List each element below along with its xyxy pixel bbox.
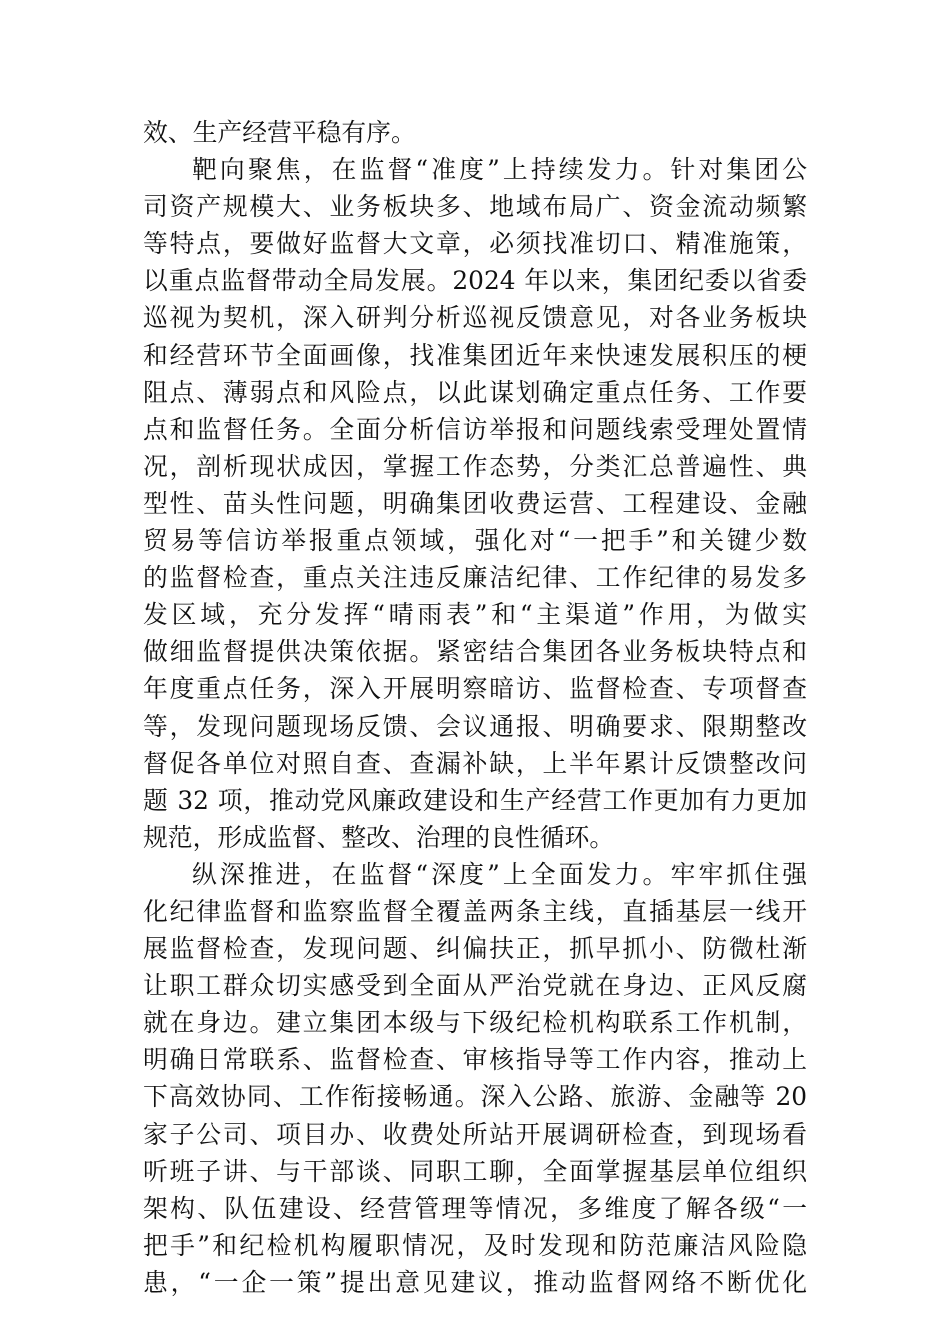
text-line: 巡视为契机，深入研判分析巡视反馈意见，对各业务板块 bbox=[143, 303, 807, 333]
text-line: 患，“一企一策”提出意见建议，推动监督网络不断优化 bbox=[143, 1267, 807, 1297]
document-body bbox=[143, 114, 807, 1301]
text-line: 规范，形成监督、整改、治理的良性循环。 bbox=[143, 822, 615, 852]
text-line: 做细监督提供决策依据。紧密结合集团各业务板块特点和 bbox=[143, 637, 807, 667]
paragraph-continuation bbox=[143, 114, 807, 151]
text-line: 听班子讲、与干部谈、同职工聊，全面掌握基层单位组织 bbox=[143, 1156, 807, 1186]
text-line: 和经营环节全面画像，找准集团近年来快速发展积压的梗 bbox=[143, 340, 807, 370]
text-line: 题 32 项，推动党风廉政建设和生产经营工作更加有力更加 bbox=[143, 785, 807, 815]
text-line: 就在身边。建立集团本级与下级纪检机构联系工作机制， bbox=[143, 1008, 807, 1038]
text-line: 年度重点任务，深入开展明察暗访、监督检查、专项督查 bbox=[143, 674, 807, 704]
text-line: 等，发现问题现场反馈、会议通报、明确要求、限期整改 bbox=[143, 711, 807, 741]
text-line: 家子公司、项目办、收费处所站开展调研检查，到现场看 bbox=[143, 1119, 807, 1149]
text-line: 点和监督任务。全面分析信访举报和问题线索受理处置情 bbox=[143, 414, 807, 444]
text-line: 靶向聚焦，在监督“准度”上持续发力。针对集团公 bbox=[192, 155, 807, 185]
text-line: 架构、队伍建设、经营管理等情况，多维度了解各级“一 bbox=[143, 1193, 807, 1223]
text-line: 让职工群众切实感受到全面从严治党就在身边、正风反腐 bbox=[143, 971, 807, 1001]
text-line: 贸易等信访举报重点领域，强化对“一把手”和关键少数 bbox=[143, 526, 807, 556]
text-line: 司资产规模大、业务板块多、地域布局广、资金流动频繁 bbox=[143, 192, 807, 222]
text-line: 展监督检查，发现问题、纠偏扶正，抓早抓小、防微杜渐 bbox=[143, 934, 807, 964]
text-line: 型性、苗头性问题，明确集团收费运营、工程建设、金融 bbox=[143, 488, 807, 518]
text-line: 以重点监督带动全局发展。2024 年以来，集团纪委以省委 bbox=[143, 266, 807, 296]
text-line: 况，剖析现状成因，掌握工作态势，分类汇总普遍性、典 bbox=[143, 451, 807, 481]
text-line: 发区域，充分发挥“晴雨表”和“主渠道”作用，为做实 bbox=[143, 600, 807, 630]
paragraph-depth-advance bbox=[143, 856, 807, 1301]
paragraph-accuracy-focus bbox=[143, 151, 807, 856]
text-line: 下高效协同、工作衔接畅通。深入公路、旅游、金融等 20 bbox=[143, 1082, 807, 1112]
text-line: 明确日常联系、监督检查、审核指导等工作内容，推动上 bbox=[143, 1045, 807, 1075]
text-line: 阻点、薄弱点和风险点，以此谋划确定重点任务、工作要 bbox=[143, 377, 807, 407]
text-line: 化纪律监督和监察监督全覆盖两条主线，直插基层一线开 bbox=[143, 896, 807, 926]
text-line: 督促各单位对照自查、查漏补缺，上半年累计反馈整改问 bbox=[143, 748, 807, 778]
text-line: 纵深推进，在监督“深度”上全面发力。牢牢抓住强 bbox=[192, 859, 807, 889]
text-line: 效、生产经营平稳有序。 bbox=[143, 118, 416, 147]
text-line: 的监督检查，重点关注违反廉洁纪律、工作纪律的易发多 bbox=[143, 563, 807, 593]
text-line: 把手”和纪检机构履职情况，及时发现和防范廉洁风险隐 bbox=[143, 1230, 807, 1260]
text-line: 等特点，要做好监督大文章，必须找准切口、精准施策， bbox=[143, 229, 807, 259]
